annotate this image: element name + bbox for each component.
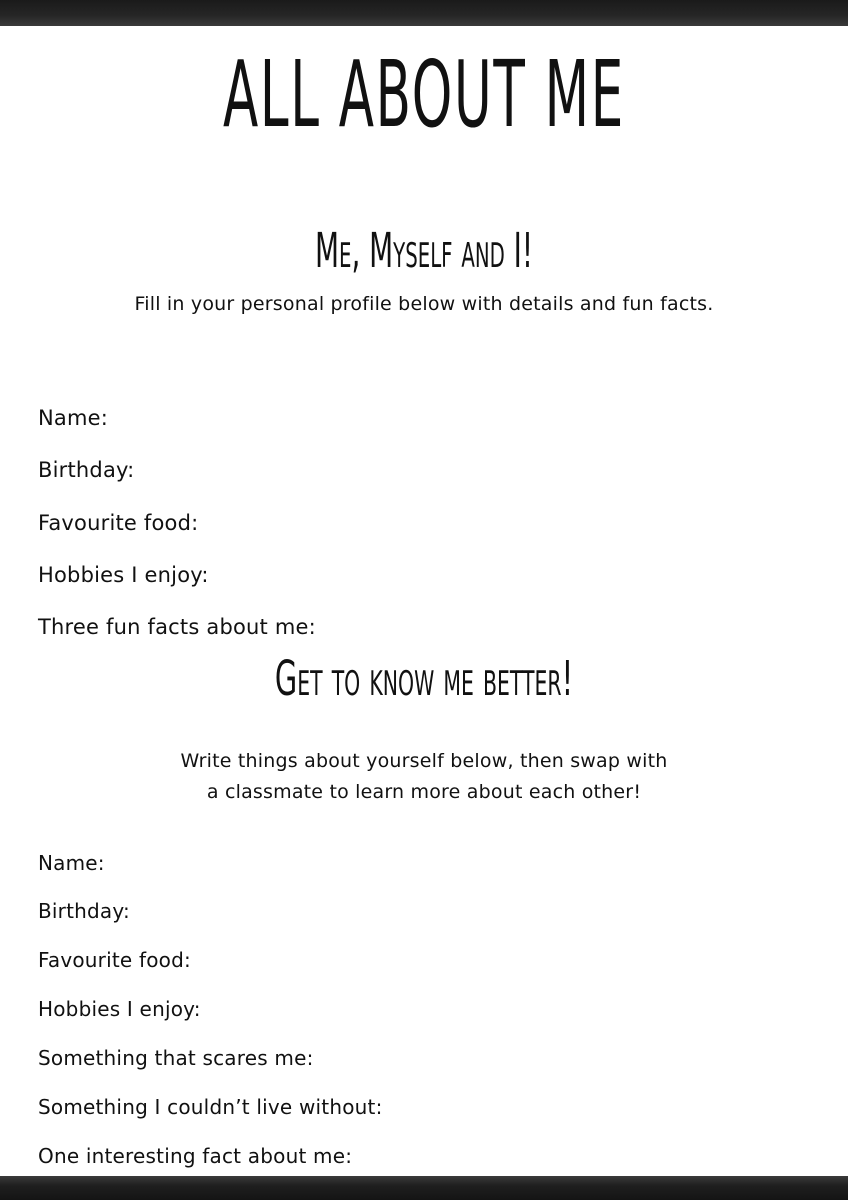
section2-field-hobbies: Hobbies I enjoy: — [38, 997, 201, 1021]
photo-edge-bottom — [0, 1176, 848, 1200]
page-title: ALL ABOUT ME — [223, 41, 625, 148]
section2-field-name: Name: — [38, 851, 105, 875]
section1-field-fun-facts: Three fun facts about me: — [38, 615, 316, 639]
section1-heading: Me, Myself and I! — [314, 223, 534, 279]
section1-intro: Fill in your personal profile below with details and fun facts. — [134, 293, 714, 315]
section2-field-scares-me: Something that scares me: — [38, 1046, 314, 1070]
section1-field-birthday: Birthday: — [38, 458, 135, 482]
section2-field-couldnt-live-without: Something I couldn’t live without: — [38, 1095, 383, 1119]
photo-edge-top — [0, 0, 848, 26]
section1-field-name: Name: — [38, 406, 109, 430]
section1-field-hobbies: Hobbies I enjoy: — [38, 563, 209, 587]
section2-intro — [0, 746, 848, 808]
section2-intro-line1: Write things about yourself below, then swap with — [180, 750, 668, 772]
section2-field-interesting-fact: One interesting fact about me: — [38, 1144, 353, 1168]
section1-field-favourite-food: Favourite food: — [38, 511, 199, 535]
section2-field-birthday: Birthday: — [38, 899, 130, 923]
section2-intro-line2: a classmate to learn more about each other! — [206, 781, 642, 803]
section2-field-favourite-food: Favourite food: — [38, 948, 191, 972]
section2-heading: Get to know me better! — [274, 651, 574, 707]
